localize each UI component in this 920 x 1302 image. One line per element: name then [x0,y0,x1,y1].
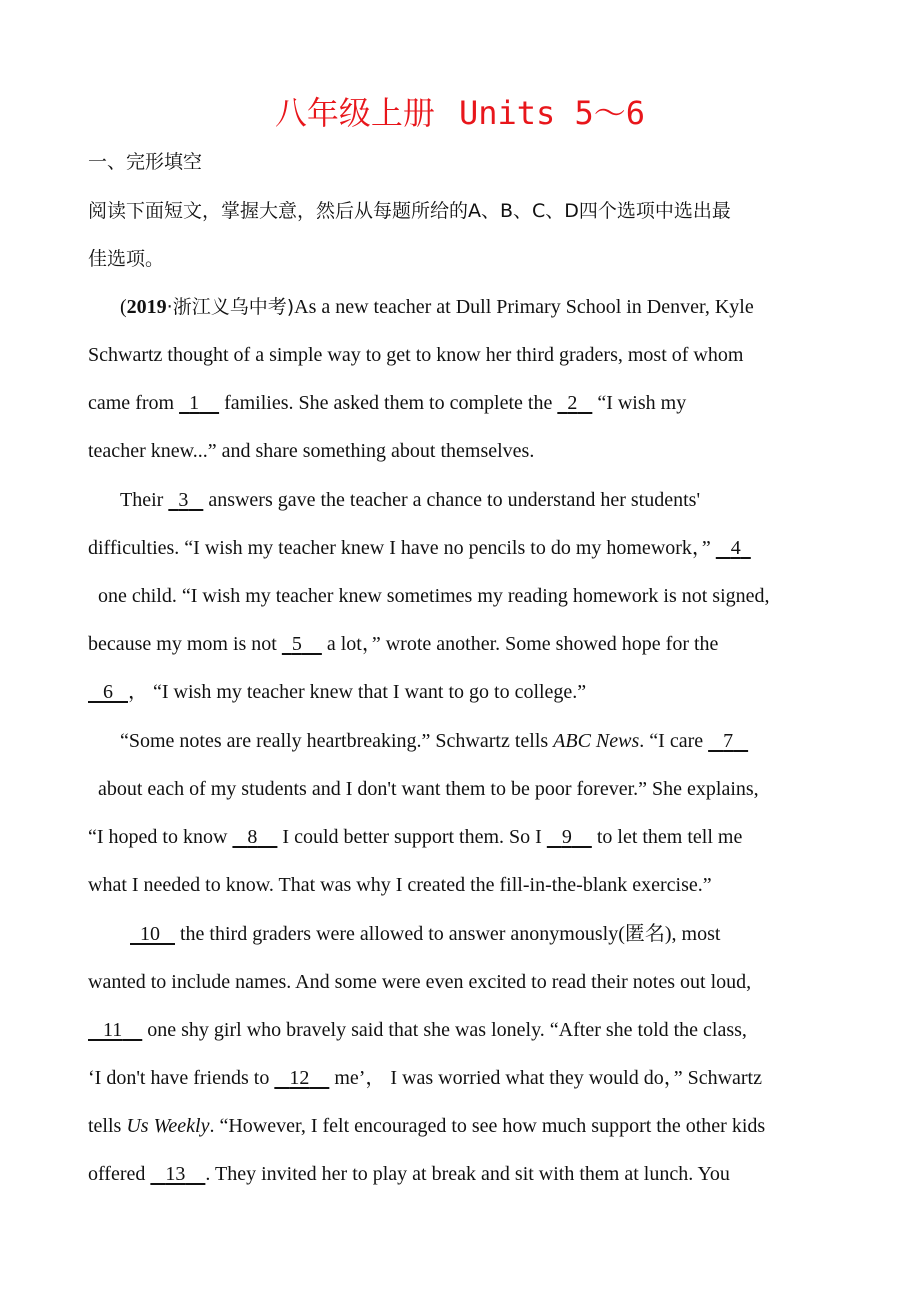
text: I could better support them. So I [277,826,547,848]
blank-number: 3 [178,489,189,511]
passage-line [88,678,586,706]
paren: ( [120,296,127,318]
passage-line [88,389,686,417]
passage-line: teacher knew...” and share something about themselves. [88,440,535,462]
text: . “I care [639,730,709,752]
blank-number: 12 [289,1067,310,1089]
passage-line [88,1064,762,1092]
blank-number: 6 [103,681,113,703]
text: ‘I don't have friends to [88,1067,275,1089]
blank-number: 9 [561,826,572,848]
passage-line: wanted to include names. And some were even excited to read their notes out loud, [88,971,752,993]
text: . “However, I felt encouraged to see how much support the other kids [209,1115,766,1137]
text: difficulties. “I wish my teacher knew I have no pencils to do my homework，” [88,537,716,559]
passage-line: one child. “I wish my teacher knew sometimes my reading homework is not signed, [98,585,770,607]
text: me’， I was worried what they would do，” Schwartz [329,1067,762,1089]
text: ， “I wish my teacher knew that I want to go to college.” [128,681,587,703]
blank-number: 13 [165,1163,186,1185]
blank-number: 7 [723,730,734,752]
text: one shy girl who bravely said that she was lonely. “After she told the class, [142,1019,747,1041]
text: Their [120,489,169,511]
section-heading: 一、完形填空 [88,151,203,173]
passage-line [88,534,751,562]
passage-line [88,823,742,851]
source-year: 2019 [126,296,167,318]
blank-11 [88,1016,142,1044]
blank-1 [179,389,219,417]
passage-line [130,920,720,948]
italic-source: ABC News [553,730,640,752]
text: . They invited her to play at break and sit with them at lunch. You [205,1163,730,1185]
blank-13 [150,1160,205,1188]
passage-line [120,486,700,514]
text: offered [88,1163,151,1185]
passage-line: Schwartz thought of a simple way to get to know her third graders, most of whom [88,344,744,366]
blank-number: 1 [189,392,200,414]
blank-5 [282,630,322,658]
blank-12 [274,1064,329,1092]
text: answers gave the teacher a chance to understand her students' [203,489,701,511]
italic-source: Us Weekly [126,1115,210,1137]
text: As a new teacher at Dull Primary School in Denver, Kyle [294,296,754,318]
blank-2 [557,389,592,417]
text: “I wish my [592,392,687,414]
blank-number: 8 [247,826,258,848]
text: tells [88,1115,127,1137]
text: a lot，” wrote another. Some showed hope for the [321,633,719,655]
blank-10 [130,920,175,948]
blank-number: 2 [567,392,578,414]
passage-line: what I needed to know. That was why I created the fill-in-the-blank exercise.” [88,874,712,896]
text: came from [88,392,180,414]
passage-line [88,1016,747,1044]
text: “I hoped to know [88,826,233,848]
text: families. She asked them to complete the [219,392,558,414]
blank-4 [716,534,751,562]
passage-line [120,727,748,755]
title-chinese: 八年级上册 [274,94,435,132]
text: because my mom is not [88,633,282,655]
blank-6 [88,678,128,706]
text: the third graders were allowed to answer anonymously(匿名), most [175,923,721,945]
instruction-line-2: 佳选项。 [88,248,165,270]
blank-9 [547,823,592,851]
title-units: Units 5～6 [458,94,646,132]
text: “Some notes are really heartbreaking.” Schwartz tells [120,730,554,752]
page-title [0,88,920,134]
blank-8 [232,823,277,851]
text: to let them tell me [591,826,743,848]
blank-number: 10 [140,923,160,945]
instruction-line-1: 阅读下面短文，掌握大意，然后从每题所给的A、B、C、D四个选项中选出最 [88,200,731,222]
passage-line [120,293,754,321]
passage-line [88,1160,730,1188]
passage-line [88,630,718,658]
blank-number: 11 [103,1019,123,1041]
passage-line [88,1112,765,1140]
blank-number: 5 [291,633,302,655]
blank-number: 4 [730,537,741,559]
source-place: ·浙江义乌中考) [166,296,295,318]
passage-line: about each of my students and I don't want them to be poor forever.” She explains, [98,778,759,800]
blank-7 [708,727,748,755]
blank-3 [168,486,203,514]
